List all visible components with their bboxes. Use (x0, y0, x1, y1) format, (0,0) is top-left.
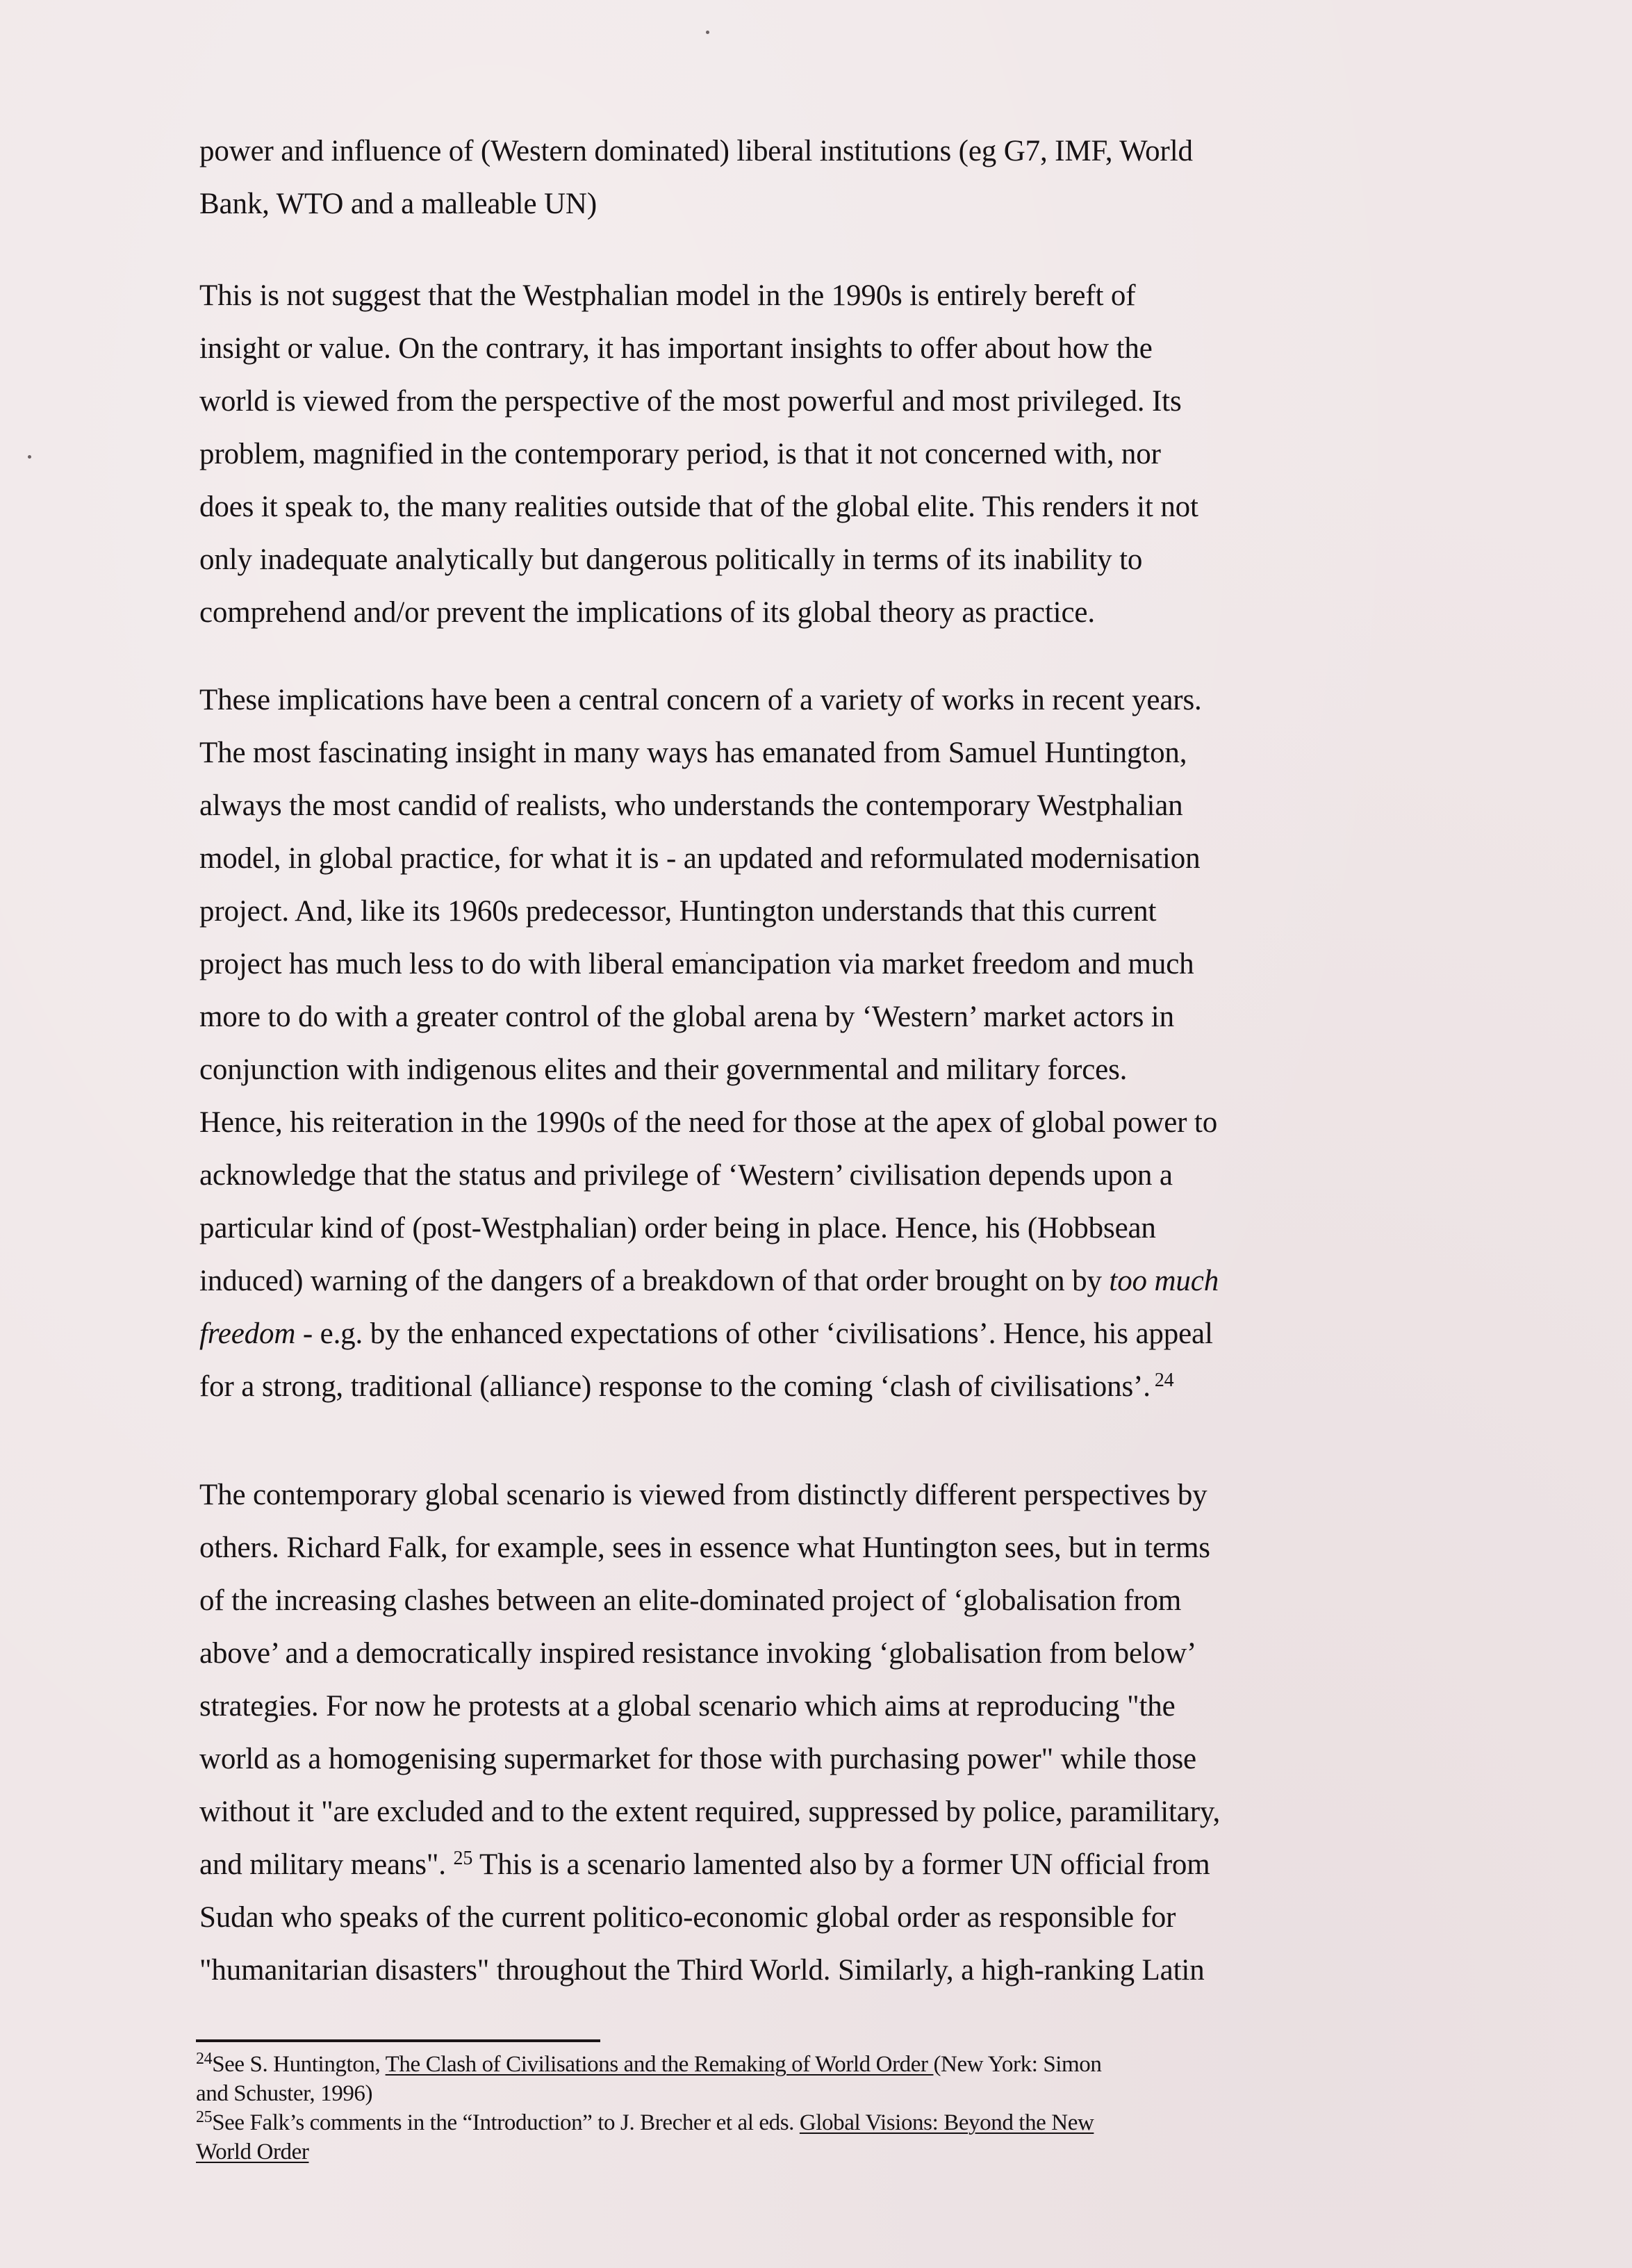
scan-speck (28, 455, 31, 459)
italic-emphasis: too much (1109, 1265, 1219, 1297)
text-line: does it speak to, the many realities outside that of the global elite. This renders it not (199, 491, 1198, 523)
text-line: The contemporary global scenario is viewed from distinctly different perspectives by (199, 1479, 1207, 1511)
footnote-text: (New York: Simon (933, 2052, 1102, 2077)
text-line: These implications have been a central concern of a variety of works in recent years. (199, 684, 1202, 716)
text-line: comprehend and/or prevent the implications of its global theory as practice. (199, 596, 1095, 629)
text-line: particular kind of (post-Westphalian) order being in place. Hence, his (Hobbsean (199, 1212, 1156, 1244)
footnote-number: 25 (196, 2108, 213, 2126)
text-line: world as a homogenising supermarket for those with purchasing power" while those (199, 1743, 1196, 1775)
footnote-text: See S. Huntington, (212, 2052, 386, 2077)
footnotes (196, 2050, 1446, 2167)
text-line: conjunction with indigenous elites and their governmental and military forces. (199, 1053, 1128, 1086)
paragraph-2 (199, 270, 1436, 639)
text-line: project has much less to do with liberal emancipation via market freedom and much (199, 948, 1194, 980)
footnote-number: 24 (196, 2050, 213, 2068)
text-line: insight or value. On the contrary, it has important insights to offer about how the (199, 332, 1153, 365)
text-run: for a strong, traditional (alliance) response to the coming ‘clash of civilisations’. (199, 1370, 1151, 1403)
footnote-text: and Schuster, 1996) (196, 2081, 373, 2106)
text-line: always the most candid of realists, who understands the contemporary Westphalian (199, 789, 1183, 822)
text-line: more to do with a greater control of the global arena by ‘Western’ market actors in (199, 1001, 1174, 1033)
cited-title: Global Visions: Beyond the New (799, 2110, 1094, 2135)
text-line (199, 1361, 1436, 1413)
text-line: power and influence of (Western dominated) liberal institutions (eg G7, IMF, World (199, 135, 1193, 167)
paragraph-1 (199, 125, 1436, 231)
text-line: only inadequate analytically but dangerous politically in terms of its inability to (199, 543, 1143, 576)
footnote-text: See Falk’s comments in the “Introduction” to J. Brecher et al eds. (212, 2110, 800, 2135)
text-line (199, 1308, 1436, 1361)
text-run: This is a scenario lamented also by a former UN official from (472, 1848, 1210, 1881)
paragraph-3 (199, 674, 1436, 1413)
footnote-25 (196, 2108, 1446, 2167)
footnote-ref-24: 24 (1154, 1370, 1174, 1391)
cited-title: World Order (196, 2139, 309, 2164)
scan-speck (706, 31, 709, 34)
text-line: The most fascinating insight in many ways has emanated from Samuel Huntington, (199, 737, 1187, 769)
text-line: of the increasing clashes between an elite-dominated project of ‘globalisation from (199, 1584, 1182, 1617)
cited-title: The Clash of Civilisations and the Remaking of World Order (385, 2052, 934, 2077)
text-line: Bank, WTO and a malleable UN) (199, 188, 597, 220)
text-line: above’ and a democratically inspired resistance invoking ‘globalisation from below’ (199, 1637, 1197, 1670)
text-line: others. Richard Falk, for example, sees in essence what Huntington sees, but in terms (199, 1531, 1210, 1564)
footnote-separator (196, 2039, 600, 2042)
text-run: - e.g. by the enhanced expectations of other ‘civilisations’. Hence, his appeal (295, 1317, 1213, 1350)
text-run: and military means". (199, 1848, 454, 1881)
footnote-24 (196, 2050, 1446, 2108)
text-line: This is not suggest that the Westphalian model in the 1990s is entirely bereft of (199, 279, 1136, 312)
paragraph-4 (199, 1469, 1436, 1997)
text-line (199, 1255, 1436, 1308)
text-line (199, 1839, 1436, 1891)
text-line: problem, magnified in the contemporary period, is that it not concerned with, nor (199, 438, 1161, 470)
text-line: Sudan who speaks of the current politico-economic global order as responsible for (199, 1901, 1176, 1934)
text-run: induced) warning of the dangers of a breakdown of that order brought on by (199, 1265, 1110, 1297)
text-line: model, in global practice, for what it is - an updated and reformulated modernisation (199, 842, 1201, 875)
text-line: world is viewed from the perspective of the most powerful and most privileged. Its (199, 385, 1182, 418)
text-line: project. And, like its 1960s predecessor, Huntington understands that this current (199, 895, 1157, 928)
text-line: "humanitarian disasters" throughout the Third World. Similarly, a high-ranking Latin (199, 1954, 1205, 1987)
italic-emphasis: freedom (199, 1317, 296, 1350)
text-line: acknowledge that the status and privilege of ‘Western’ civilisation depends upon a (199, 1159, 1173, 1192)
text-line: without it "are excluded and to the extent required, suppressed by police, paramilitary, (199, 1796, 1221, 1828)
footnote-ref-25: 25 (453, 1848, 473, 1869)
text-line: Hence, his reiteration in the 1990s of the need for those at the apex of global power to (199, 1106, 1218, 1139)
text-line: strategies. For now he protests at a global scenario which aims at reproducing "the (199, 1690, 1176, 1723)
